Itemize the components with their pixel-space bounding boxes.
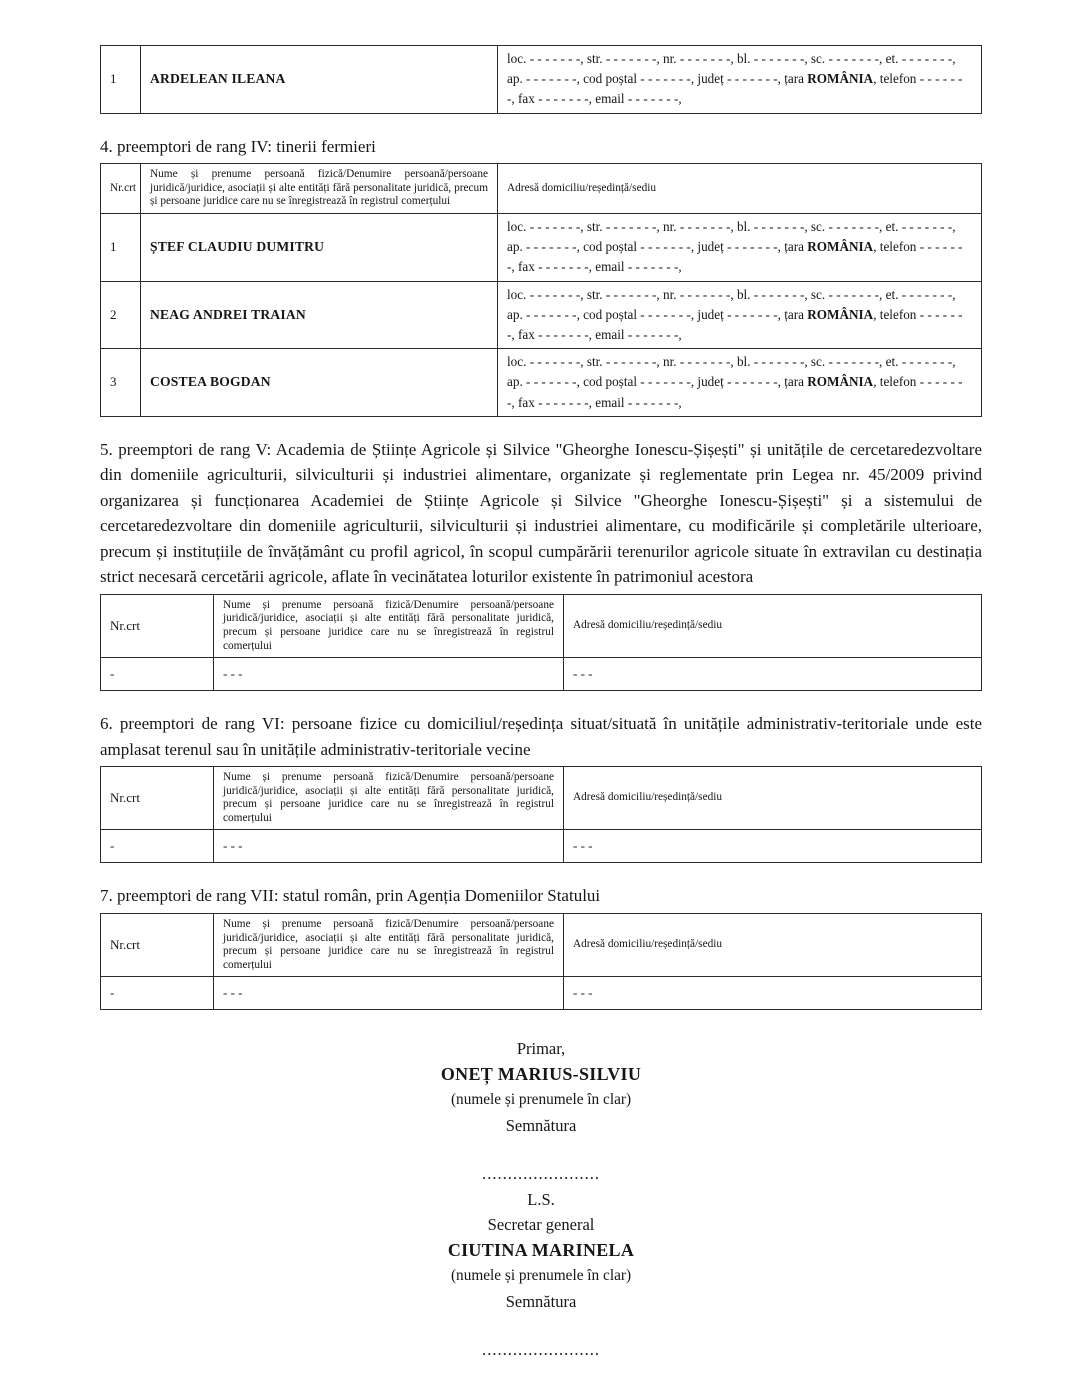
table-row [101, 830, 982, 863]
country-name: ROMÂNIA [807, 374, 874, 390]
row-number-cell: 2 [101, 281, 141, 349]
address-text: loc. - - - - - - -, str. - - - - - - -, nr. - - - - - - -, bl. - - - - - - -, sc. - - - - - - -, et. - - - - - - -, ap. - - - - - - -, cod poștal - - - - - - -, județ - - - - - - -, țara [507, 354, 956, 390]
header-name-cell: Nume și prenume persoană fizică/Denumire persoană/persoane juridică/juridice, asociații și alte entități fără personalitate juridică, precum și persoane juridice care nu se înregistrează în registrul comerțului [214, 594, 564, 657]
header-nr-cell: Nr.crt [101, 594, 214, 657]
primar-title: Primar, [516, 1039, 566, 1059]
header-address-cell: Adresă domiciliu/reședință/sediu [564, 767, 982, 830]
name-note: (numele și prenumele în clar) [450, 1091, 632, 1109]
header-address-cell: Adresă domiciliu/reședință/sediu [564, 913, 982, 976]
table-header-row [101, 164, 982, 214]
spacer [100, 1138, 982, 1161]
address-text: loc. - - - - - - -, str. - - - - - - -, nr. - - - - - - -, bl. - - - - - - -, sc. - - - - - - -, et. - - - - - - -, ap. - - - - - - -, cod poștal - - - - - - -, județ - - - - - - -, țara [507, 218, 956, 255]
table-row [101, 46, 982, 114]
section4-heading: 4. preemptori de rang IV: tinerii fermieri [100, 136, 376, 156]
table-row [101, 213, 982, 281]
header-address-cell: Adresă domiciliu/reședință/sediu [498, 164, 982, 214]
table-row [101, 658, 982, 691]
section7-heading: 7. preemptori de rang VII: statul român, prin Agenția Domeniilor Statului [100, 886, 601, 906]
signature-dotted-line: ....................... [482, 1340, 600, 1360]
continuation-table [100, 45, 982, 114]
header-name-cell: Nume și prenume persoană fizică/Denumire persoană/persoane juridică/juridice, asociații și alte entități fără personalitate juridică, precum și persoane juridice care nu se înregistrează în registrul comerțului [141, 164, 498, 214]
header-nr-cell: Nr.crt [101, 913, 214, 976]
name-cell: ȘTEF CLAUDIU DUMITRU [141, 213, 498, 281]
name-cell: - - - [214, 658, 564, 691]
signature-block [100, 1036, 982, 1363]
rang6-table [100, 766, 982, 863]
signature-label: Semnătura [505, 1291, 577, 1311]
rang4-table [100, 163, 982, 417]
header-name-cell: Nume și prenume persoană fizică/Denumire persoană/persoane juridică/juridice, asociații și alte entități fără personalitate juridică, precum și persoane juridice care nu se înregistrează în registrul comerțului [214, 767, 564, 830]
address-cell [498, 213, 982, 281]
row-number-cell: - [101, 977, 214, 1010]
secretar-title: Secretar general [487, 1215, 595, 1235]
row-number-cell: 1 [101, 213, 141, 281]
row-number-cell: - [101, 658, 214, 691]
address-text: , telefon - - - - - - -, fax - - - - - - -, email - - - - - - -, [507, 374, 963, 410]
table-row [101, 977, 982, 1010]
address-text: , telefon - - - - - - -, fax - - - - - - -, email - - - - - - -, [507, 71, 963, 107]
header-nr-cell: Nr.crt [101, 767, 214, 830]
name-cell: - - - [214, 977, 564, 1010]
rang7-table [100, 913, 982, 1010]
address-text: , telefon - - - - - - -, fax - - - - - - -, email - - - - - - -, [507, 306, 963, 342]
header-address-cell: Adresă domiciliu/reședință/sediu [564, 594, 982, 657]
country-name: ROMÂNIA [807, 239, 874, 255]
ls-label: L.S. [527, 1189, 555, 1209]
header-name-cell: Nume și prenume persoană fizică/Denumire persoană/persoane juridică/juridice, asociații și alte entități fără personalitate juridică, precum și persoane juridice care nu se înregistrează în registrul comerțului [214, 913, 564, 976]
address-cell: - - - [564, 830, 982, 863]
secretar-name: CIUTINA MARINELA [447, 1239, 635, 1260]
country-name: ROMÂNIA [807, 71, 874, 87]
primar-name: ONEȚ MARIUS-SILVIU [440, 1063, 642, 1084]
table-row [101, 281, 982, 349]
address-text: , telefon - - - - - - -, fax - - - - - - -, email - - - - - - -, [507, 239, 963, 275]
name-cell: ARDELEAN ILEANA [141, 46, 498, 114]
address-text: loc. - - - - - - -, str. - - - - - - -, nr. - - - - - - -, bl. - - - - - - -, sc. - - - - - - -, et. - - - - - - -, ap. - - - - - - -, cod poștal - - - - - - -, județ - - - - - - -, țara [507, 51, 956, 87]
table-header-row [101, 913, 982, 976]
address-cell [498, 281, 982, 349]
address-cell [498, 46, 982, 114]
address-text: loc. - - - - - - -, str. - - - - - - -, nr. - - - - - - -, bl. - - - - - - -, sc. - - - - - - -, et. - - - - - - -, ap. - - - - - - -, cod poștal - - - - - - -, județ - - - - - - -, țara [507, 286, 956, 322]
row-number-cell: - [101, 830, 214, 863]
table-row [101, 349, 982, 417]
section5-heading: 5. preemptori de rang V: Academia de Științe Agricole și Silvice "Gheorghe Ionescu-Șișești" și unitățile de cercetaredezvoltare din domeniile agriculturii, silviculturii și industriei alimentare, organizate și reglementate prin Legea nr. 45/2009 privind organizarea și funcționarea Academiei de Științe Agricole și Silvice "Gheorghe Ionescu-Șișești" și a sistemului de cercetaredezvoltare din domeniile agriculturii, silviculturii și industriei alimentare, cu modificările și completările ulterioare, precum și instituțiile de învățământ cu profil agricol, în scopul cumpărării terenurilor agricole situate în extravilan cu destinația strict necesară cercetării agricole, aflate în vecinătatea loturilor existente în patrimoniul acestora [100, 439, 982, 587]
section6-heading: 6. preemptori de rang VI: persoane fizice cu domiciliul/reședința situat/situată în unitățile administrativ-teritoriale unde este amplasat terenul sau în unitățile administrativ-teritoriale vecine [100, 714, 982, 759]
table-header-row [101, 594, 982, 657]
country-name: ROMÂNIA [807, 306, 874, 322]
row-number-cell: 1 [101, 46, 141, 114]
spacer [100, 1314, 982, 1337]
signature-dotted-line: ....................... [482, 1164, 600, 1184]
name-cell: NEAG ANDREI TRAIAN [141, 281, 498, 349]
name-cell: - - - [214, 830, 564, 863]
name-note: (numele și prenumele în clar) [450, 1267, 632, 1285]
rang5-table [100, 594, 982, 691]
header-nr-cell: Nr.crt [101, 164, 141, 214]
address-cell: - - - [564, 658, 982, 691]
row-number-cell: 3 [101, 349, 141, 417]
name-cell: COSTEA BOGDAN [141, 349, 498, 417]
signature-label: Semnătura [505, 1115, 577, 1135]
table-header-row [101, 767, 982, 830]
address-cell: - - - [564, 977, 982, 1010]
address-cell [498, 349, 982, 417]
